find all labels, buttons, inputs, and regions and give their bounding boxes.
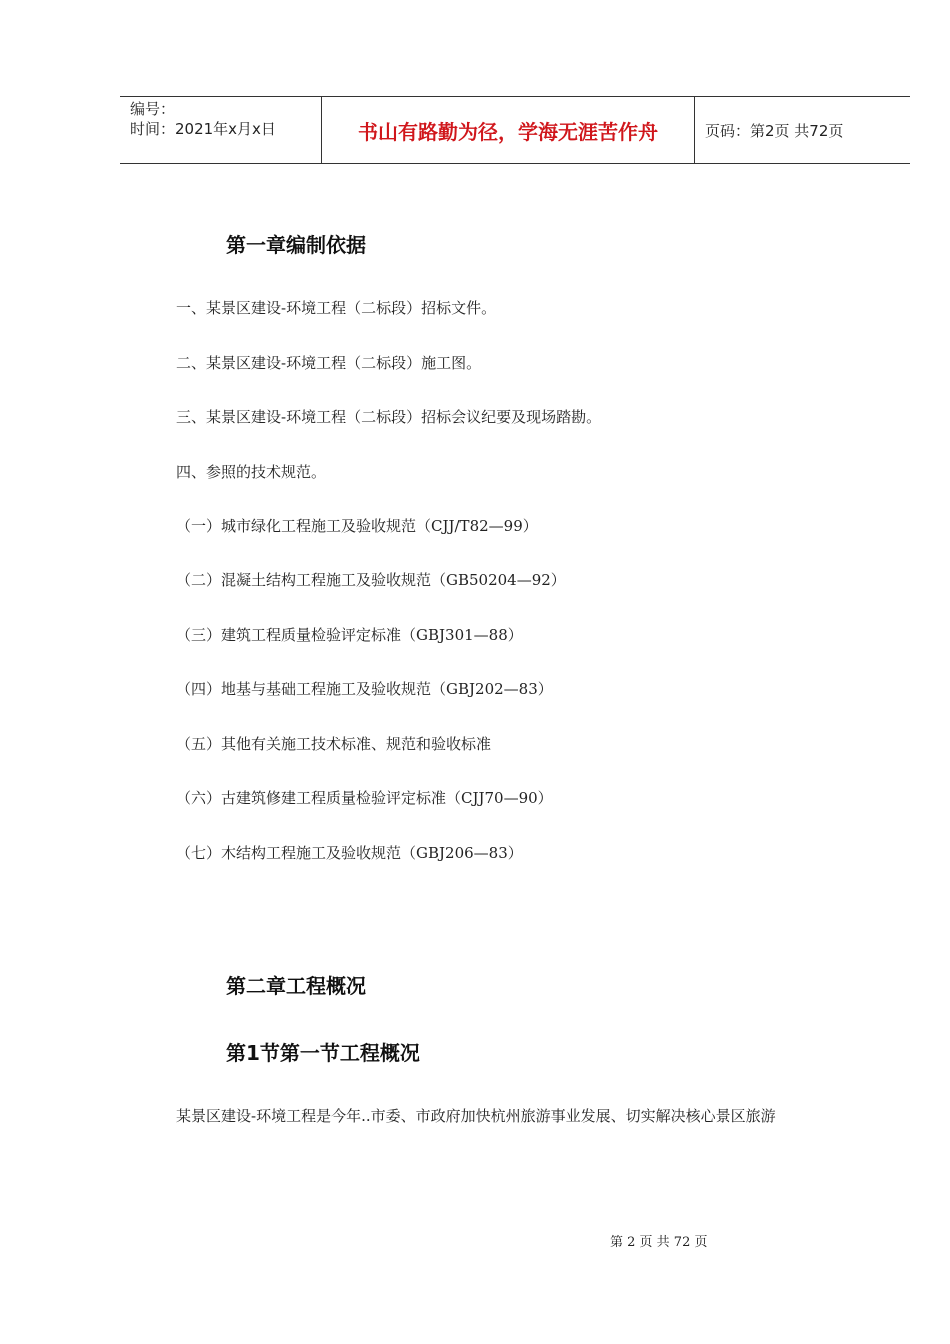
page-header <box>120 96 910 164</box>
header-page-info: 页码：第2页 共72页 <box>705 121 844 140</box>
document-number-label: 编号： <box>130 100 176 118</box>
chapter-1-title: 第一章编制依据 <box>226 233 366 257</box>
page-footer: 第 2 页 共 72 页 <box>610 1235 708 1250</box>
document-time-label: 时间：2021年x月x日 <box>130 120 276 138</box>
header-meta <box>120 97 322 163</box>
standard-item-2: （二）混凝土结构工程施工及验收规范（GB50204—92） <box>176 571 566 589</box>
standard-item-3: （三）建筑工程质量检验评定标准（GBJ301—88） <box>176 626 523 644</box>
standard-item-6: （六）古建筑修建工程质量检验评定标准（CJJ70—90） <box>176 789 553 807</box>
header-motto: 书山有路勤为径，学海无涯苦作舟 <box>322 97 695 163</box>
basis-item-4: 四、参照的技术规范。 <box>176 463 327 481</box>
standard-item-1: （一）城市绿化工程施工及验收规范（CJJ/T82—99） <box>176 517 538 535</box>
standard-item-4: （四）地基与基础工程施工及验收规范（GBJ202—83） <box>176 680 553 698</box>
standard-item-5: （五）其他有关施工技术标准、规范和验收标准 <box>176 735 492 753</box>
section-1-title: 第1节第一节工程概况 <box>226 1041 420 1065</box>
basis-item-2: 二、某景区建设-环境工程（二标段）施工图。 <box>176 354 482 372</box>
basis-item-1: 一、某景区建设-环境工程（二标段）招标文件。 <box>176 299 497 317</box>
overview-paragraph: 某景区建设-环境工程是今年..市委、市政府加快杭州旅游事业发展、切实解决核心景区旅游 <box>176 1107 776 1125</box>
standard-item-7: （七）木结构工程施工及验收规范（GBJ206—83） <box>176 844 523 862</box>
chapter-2-title: 第二章工程概况 <box>226 974 366 998</box>
basis-item-3: 三、某景区建设-环境工程（二标段）招标会议纪要及现场踏勘。 <box>176 408 602 426</box>
